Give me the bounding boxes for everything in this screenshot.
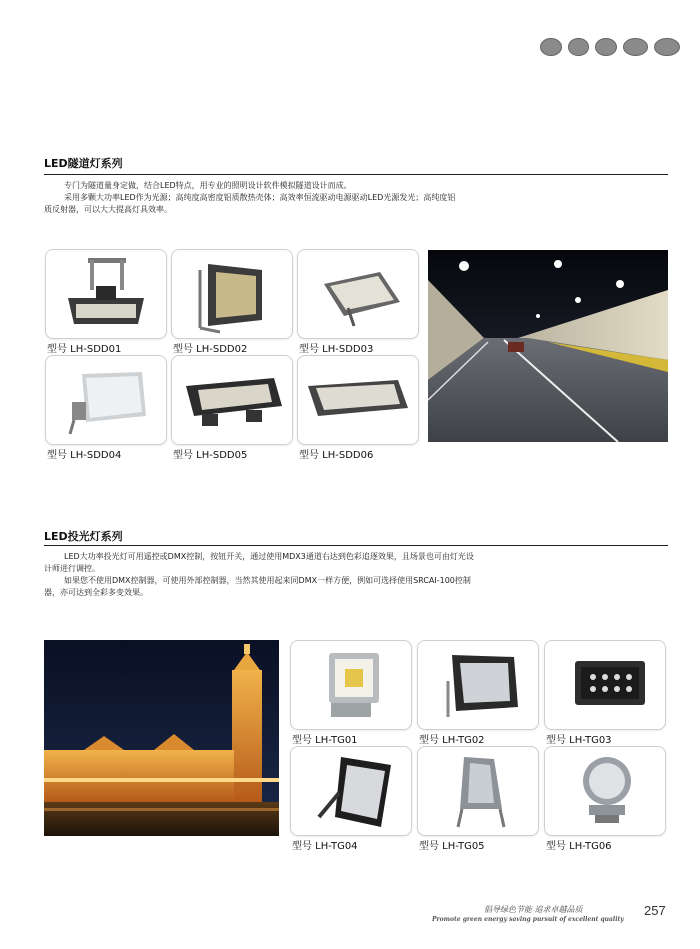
cert-logo-icon (654, 38, 680, 56)
product-model-label: 型号 LH-TG01 (292, 735, 358, 746)
section-title-tunnel: LED隧道灯系列 (44, 157, 123, 170)
section-divider (44, 174, 668, 175)
cert-logo-icon (623, 38, 649, 56)
product-model-label: 型号 LH-SDD05 (173, 450, 248, 461)
flood-light-icon (418, 641, 538, 729)
flood-light-icon (545, 747, 665, 835)
flood-paragraph-1: LED大功率投光灯可用遥控或DMX控制，按钮开关，通过使用MDX3通道右达到色彩追逐效果，且场景也可由灯光设 (64, 552, 474, 561)
tunnel-paragraph-1: 专门为隧道量身定做，结合LED特点，用专业的照明设计软件模拟隧道设计而成。 (64, 181, 352, 190)
product-card-tg01[interactable] (290, 640, 412, 730)
product-model-label: 型号 LH-TG02 (419, 735, 485, 746)
flood-light-icon (291, 747, 411, 835)
certification-logos (540, 38, 680, 58)
flood-light-icon (545, 641, 665, 729)
product-card-sdd02[interactable] (171, 249, 293, 339)
tunnel-light-icon (172, 356, 292, 444)
product-model-label: 型号 LH-SDD02 (173, 344, 248, 355)
product-model-label: 型号 LH-SDD06 (299, 450, 374, 461)
flood-paragraph-3: 如果您不使用DMX控制器，可使用外部控制器，当然其使用起来同DMX一样方便，例如可选择使用SRCAI-100控制 (64, 576, 471, 585)
flood-paragraph-4: 器，亦可达到全彩多变效果。 (44, 588, 148, 597)
cert-logo-icon (540, 38, 562, 56)
tunnel-light-icon (46, 250, 166, 338)
night-building-photo (44, 640, 279, 836)
product-model-label: 型号 LH-TG05 (419, 841, 485, 852)
tunnel-light-icon (298, 356, 418, 444)
product-model-label: 型号 LH-SDD01 (47, 344, 122, 355)
product-model-label: 型号 LH-TG03 (546, 735, 612, 746)
tunnel-scene-image (428, 250, 668, 442)
tunnel-paragraph-2: 采用多颗大功率LED作为光源；高纯度高密度铝质散热壳体；高效率恒流驱动电源驱动LED光源发光；高纯度铝 (64, 193, 456, 202)
section-title-flood: LED投光灯系列 (44, 530, 123, 543)
product-card-tg04[interactable] (290, 746, 412, 836)
flood-paragraph-2: 计师进行调控。 (44, 564, 100, 573)
cert-logo-icon (568, 38, 590, 56)
section-divider (44, 545, 668, 546)
tunnel-paragraph-3: 质反射器，可以大大提高灯具效率。 (44, 205, 172, 214)
tunnel-photo (428, 250, 668, 442)
product-card-sdd04[interactable] (45, 355, 167, 445)
product-card-sdd01[interactable] (45, 249, 167, 339)
flood-light-icon (418, 747, 538, 835)
product-card-tg06[interactable] (544, 746, 666, 836)
product-model-label: 型号 LH-TG04 (292, 841, 358, 852)
tunnel-light-icon (172, 250, 292, 338)
footer-slogan-cn: 倡导绿色节能 追求卓越品质 (484, 905, 583, 914)
product-card-sdd03[interactable] (297, 249, 419, 339)
product-card-tg03[interactable] (544, 640, 666, 730)
footer-slogan-en: Promote green energy saving pursuit of excellent quality (432, 916, 624, 923)
product-card-tg05[interactable] (417, 746, 539, 836)
product-model-label: 型号 LH-TG06 (546, 841, 612, 852)
cert-logo-icon (595, 38, 617, 56)
page-number: 257 (644, 903, 666, 918)
night-scene-image (44, 640, 279, 836)
flood-light-icon (291, 641, 411, 729)
product-card-sdd06[interactable] (297, 355, 419, 445)
tunnel-light-icon (46, 356, 166, 444)
product-model-label: 型号 LH-SDD03 (299, 344, 374, 355)
product-card-tg02[interactable] (417, 640, 539, 730)
product-card-sdd05[interactable] (171, 355, 293, 445)
product-model-label: 型号 LH-SDD04 (47, 450, 122, 461)
tunnel-light-icon (298, 250, 418, 338)
